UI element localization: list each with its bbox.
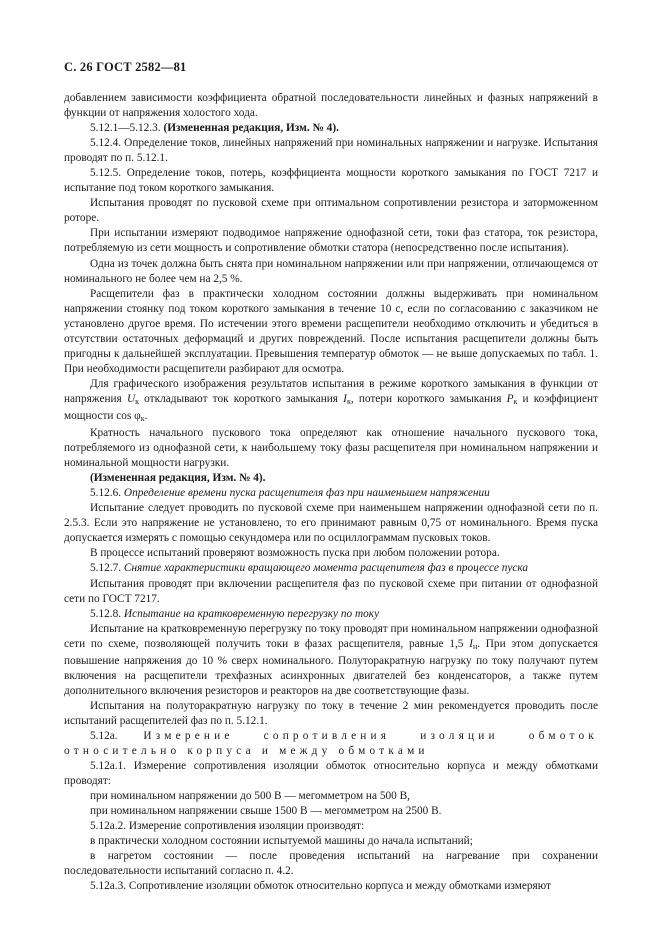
paragraph: Одна из точек должна быть снята при номинальном напряжении или при напряжении, отличающемся от номинального не более чем на 2,5 %.	[64, 257, 598, 285]
section-heading: 5.12а. Измерение сопротивления изоляции обмоток относительно корпуса и между обмотками	[64, 729, 598, 758]
paragraph: 5.12.4. Определение токов, линейных напряжений при номинальных напряжении и нагрузке. Испытания проводят по п. 5.12.1.	[64, 137, 598, 165]
paragraph: 5.12а.1. Измерение сопротивления изоляции обмоток относительно корпуса и между обмотками проводят:	[64, 760, 598, 788]
paragraph: Испытания проводят по пусковой схеме при оптимальном сопротивлении резистора и заторможенном роторе.	[64, 197, 598, 225]
list-item: в нагретом состоянии — после проведения испытаний на нагревание при сохранении последовательности испытаний согласно п. 4.2.	[64, 850, 598, 878]
paragraph: 5.12а.3. Сопротивление изоляции обмоток относительно корпуса и между обмотками измеряют	[90, 880, 551, 893]
amendment-note: (Измененная редакция, Изм. № 4).	[90, 472, 266, 485]
paragraph: Испытание следует проводить по пусковой схеме при наименьшем напряжении однофазной сети по п. 2.5.3. Если это напряжение не установлено, то его принимают равным 0,75 от номинального. Время пуска допускается измерять с помощью секундомера или по осциллограммам пусковых токов.	[64, 502, 598, 545]
paragraph: При испытании измеряют подводимое напряжение однофазной сети, токи фаз статора, ток резистора, потребляемую из сети мощность и сопротивление обмотки статора (непосредственно после испытания).	[64, 227, 598, 255]
list-item: в практически холодном состоянии испытуемой машины до начала испытаний;	[90, 835, 473, 848]
paragraph: Расщепители фаз в практически холодном состоянии должны выдерживать при номинальном напряжении стоянку под током короткого замыкания в течение 10 с, если по согласованию с заказчиком не установлено другое время. По истечении этого времени расщепители необходимо отключить и убедиться в отсутствии остаточных деформаций и других повреждений. После испытания расщепители должны быть пригодны к дальнейшей эксплуатации. Превышения температур обмоток — не выше допускаемых по табл. 1. При необходимости расщепители разбирают для осмотра.	[64, 287, 598, 375]
document-body	[64, 91, 598, 894]
paragraph: 5.12.5. Определение токов, потерь, коэффициента мощности короткого замыкания по ГОСТ 7217 и испытание под током короткого замыкания.	[64, 167, 598, 195]
paragraph: В процессе испытаний проверяют возможность пуска при любом положении ротора.	[90, 547, 500, 560]
section-heading: 5.12.6. Определение времени пуска расщепителя фаз при наименьшем напряжении	[90, 487, 490, 500]
list-item: при номинальном напряжении до 500 В — мегомметром на 500 В,	[90, 790, 410, 803]
paragraph-formula: Испытание на кратковременную перегрузку по току проводят при номинальном напряжении однофазной сети по схеме, позволяющей получить токи в фазах расщепителя, равные 1,5 $I_н$. При этом допускается повышение напряжения до 10 % сверх номинального. Полуторакратную нагрузку по току получают путем включения на расщепители трехфазных асинхронных двигателей без конденсаторов, а также путем дополнительного включения резисторов и реакторов на две соответствующие фазы.	[64, 622, 598, 697]
section-heading: 5.12.7. Снятие характеристики вращающего момента расщепителя фаз в процессе пуска	[90, 562, 529, 575]
list-item: при номинальном напряжении свыше 1500 В — мегомметром на 2500 В.	[90, 805, 442, 818]
paragraph: Испытания на полуторакратную нагрузку по току в течение 2 мин рекомендуется проводить после испытаний расщепителей фаз по п. 5.12.1.	[64, 699, 598, 727]
paragraph-formula: Для графического изображения результатов испытания в режиме короткого замыкания в функции от напряжения $U_к$ откладывают ток короткого замыкания $I_к$, потери короткого замыкания $P_к$ и коэффициент мощности $\cos \varphi_к$.	[64, 377, 598, 423]
paragraph: Кратность начального пускового тока определяют как отношение начального пускового тока, потребляемого из однофазной сети, к наибольшему току фазы расщепителя при номинальном напряжении и номинальной мощности нагрузки.	[64, 427, 598, 470]
paragraph: 5.12.1—5.12.3. (Измененная редакция, Изм. № 4).	[90, 122, 339, 135]
paragraph: 5.12а.2. Измерение сопротивления изоляции производят:	[90, 820, 365, 833]
paragraph: Испытания проводят при включении расщепителя фаз по пусковой схеме при питании от однофазной сети по ГОСТ 7217.	[64, 577, 598, 605]
section-heading: 5.12.8. Испытание на кратковременную перегрузку по току	[90, 607, 380, 620]
paragraph: добавлением зависимости коэффициента обратной последовательности линейных и фазных напряжений в функции от напряжения холостого хода.	[64, 92, 598, 120]
page-header: С. 26 ГОСТ 2582—81	[64, 60, 187, 74]
